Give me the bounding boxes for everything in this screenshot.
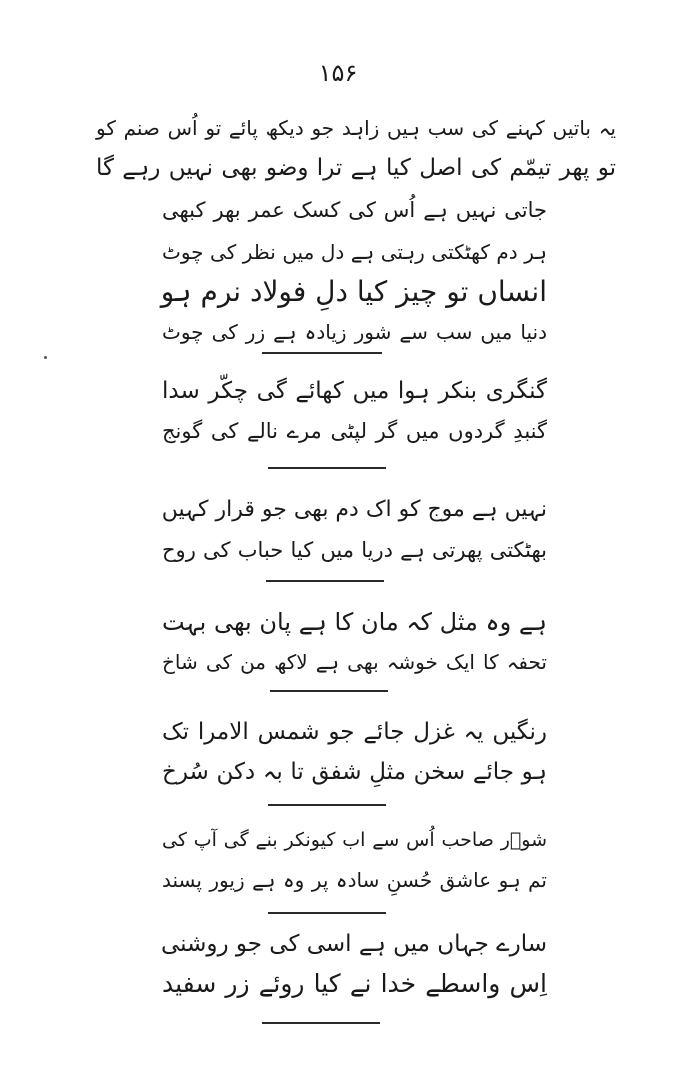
verse-line: ہے وہ مثل کہ مان کا ہے پان بھی بہت xyxy=(162,608,547,636)
verse-line: گنگری بنکر ہوا میں کھائے گی چکّر سدا xyxy=(162,378,547,404)
divider xyxy=(268,912,386,914)
verse-line: انساں تو چیز کیا دلِ فولاد نرم ہو xyxy=(160,275,547,308)
verse-line: نہیں ہے موج کو اک دم بھی جو قرار کہیں xyxy=(161,497,547,522)
divider xyxy=(262,1022,380,1024)
verse-line: شوؔر صاحب اُس سے اب کیونکر بنے گی آپ کی xyxy=(162,829,547,851)
verse-line: رنگیں یہ غزل جائے جو شمس الامرا تک xyxy=(162,719,547,745)
divider xyxy=(266,580,384,582)
verse-line: تو پھر تیمّم کی اصل کیا ہے ترا وضو بھی نہیں رہے گا xyxy=(96,155,616,181)
verse-line: ہر دم کھٹکتی رہتی ہے دل میں نظر کی چوٹ xyxy=(162,240,547,264)
verse-line: گنبدِ گردوں میں گر لپٹی مرے نالے کی گونج xyxy=(162,419,547,443)
verse-line: یہ باتیں کہنے کی سب ہیں زاہد جو دیکھ پائے تو اُس صنم کو xyxy=(96,116,616,140)
divider xyxy=(268,467,386,469)
page-number: ۱۵۶ xyxy=(318,59,358,87)
divider xyxy=(262,352,382,354)
verse-line: دنیا میں سب سے شور زیادہ ہے زر کی چوٹ xyxy=(162,320,547,344)
verse-line: اِس واسطے خدا نے کیا روئے زر سفید xyxy=(162,969,547,998)
verse-line: سارے جہاں میں ہے اسی کی جو روشنی xyxy=(160,931,547,957)
verse-line: تم ہو عاشق حُسنِ سادہ پر وہ ہے زیور پسند xyxy=(162,868,547,892)
verse-line: تحفہ کا ایک خوشہ بھی ہے لاکھ من کی شاخ xyxy=(162,650,547,674)
divider xyxy=(270,690,388,692)
verse-line: بھٹکتی پھرتی ہے دریا میں کیا حباب کی روح xyxy=(162,538,547,562)
speck xyxy=(44,356,47,359)
divider xyxy=(268,804,386,806)
verse-line: ہو جائے سخن مثلِ شفق تا بہ دکن سُرخ xyxy=(162,759,547,785)
verse-line: جاتی نہیں ہے اُس کی کسک عمر بھر کبھی xyxy=(162,198,547,222)
